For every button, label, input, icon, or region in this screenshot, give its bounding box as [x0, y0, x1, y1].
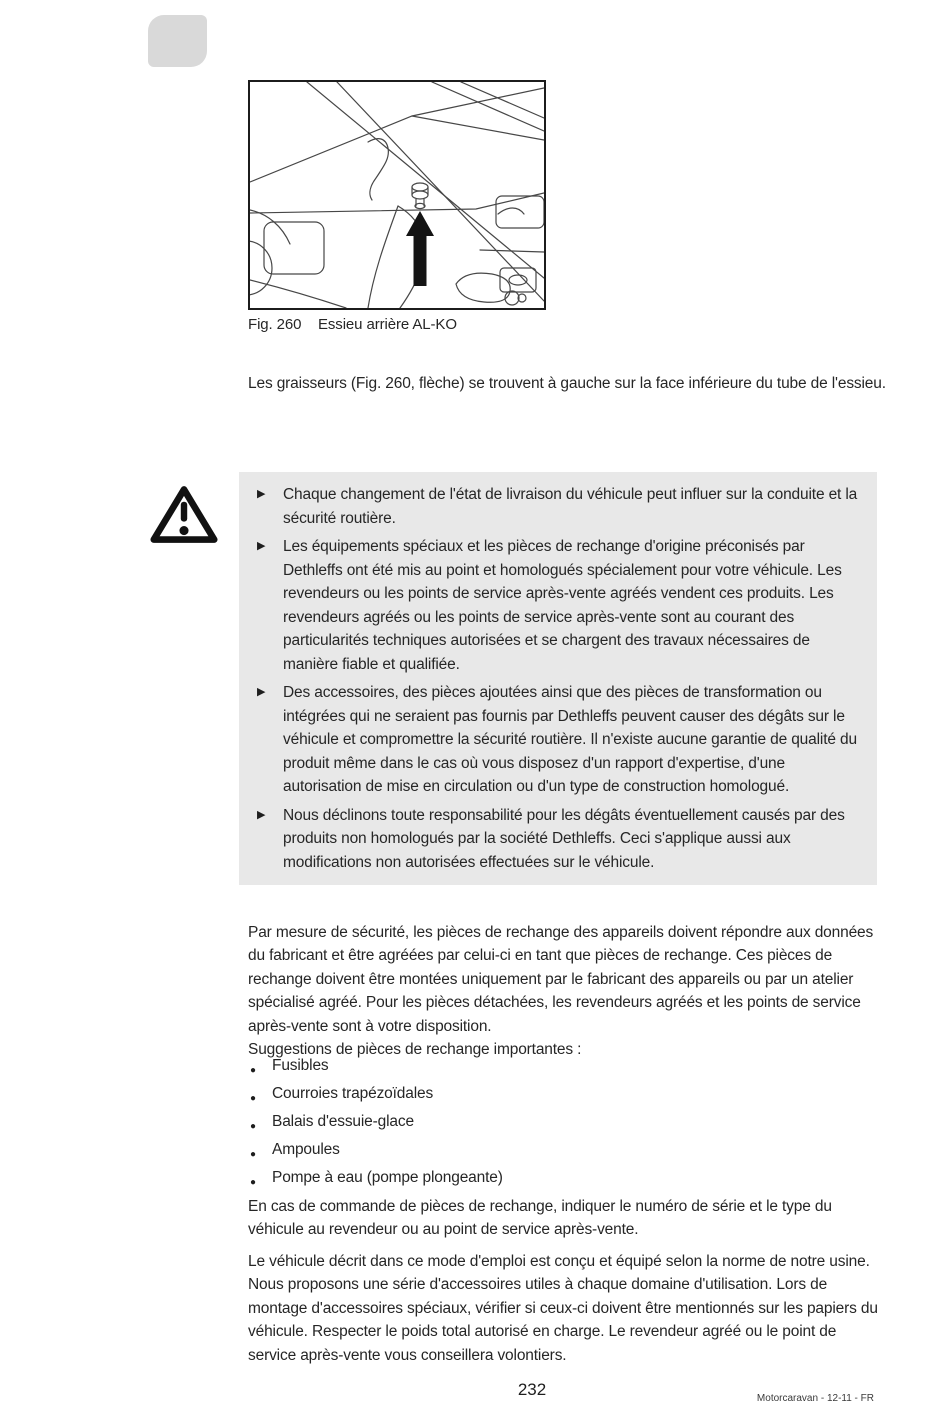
list-item [250, 1082, 880, 1110]
axle-figure-svg [250, 82, 544, 308]
list-item-text: Balais d'essuie-glace [272, 1113, 414, 1130]
list-item-text: Courroies trapézoïdales [272, 1085, 434, 1102]
page-number: 232 [517, 1380, 547, 1399]
dot-bullet-icon: ● [250, 1149, 257, 1160]
paragraph-ordering: En cas de commande de pièces de rechange, indiquer le numéro de série et le type du véhicule au revendeur ou au point de service après-vente. [248, 1197, 832, 1238]
list-item-text: Pompe à eau (pompe plongeante) [272, 1169, 503, 1186]
triangle-bullet-icon: ▶ [257, 488, 266, 500]
footer-edition-label: Motorcaravan - 12-11 - FR [756, 1393, 874, 1404]
list-item [250, 1054, 880, 1082]
warning-item-text: Chaque changement de l'état de livraison du véhicule peut influer sur la conduite et la sécurité routière. [283, 486, 858, 527]
triangle-bullet-icon: ▶ [257, 808, 266, 821]
warning-item-text: Les équipements spéciaux et les pièces de rechange d'origine préconisés par Dethleffs ont été mis au point et homologués spécialement pour votre véhicule. Les revendeurs ou les points de service après-vente agréés vendent ces produits. Les revendeurs agréés ou les points de service après-vente sont au courant des particularités techniques autorisées et se chargent des travaux nécessaires de manière fiable et qualifiée. [283, 538, 842, 673]
warning-item-text: Des accessoires, des pièces ajoutées ainsi que des pièces de transformation ou intégrées qui ne seraient pas fournis par Dethleffs peuvent causer des dégâts sur le véhicule et compromettre la sécurité routière. Il n'existe aucune garantie de qualité du produit même dans le cas où vous disposez d'un rapport d'expertise, d'une autorisation de mise en circulation ou d'un type de construction homologué. [283, 684, 857, 795]
list-item-text: Fusibles [272, 1057, 329, 1074]
suggestions-heading: Suggestions de pièces de rechange importantes : [248, 1040, 582, 1058]
spare-parts-list [250, 1054, 880, 1194]
dot-bullet-icon: ● [250, 1177, 257, 1188]
list-item-text: Ampoules [272, 1141, 340, 1158]
paragraph-greasers: Les graisseurs (Fig. 260, flèche) se trouvent à gauche sur la face inférieure du tube de l'essieu. [248, 374, 886, 392]
figure-caption-label: Fig. 260 [248, 316, 302, 333]
warning-item-text: Nous déclinons toute responsabilité pour les dégâts éventuellement causés par des produits non homologués par la société Dethleffs. Ceci s'applique aussi aux modifications non autorisées effectuées sur le véhicule. [283, 806, 845, 871]
dot-bullet-icon: ● [250, 1065, 257, 1076]
dot-bullet-icon: ● [250, 1121, 257, 1132]
warning-item [257, 681, 861, 799]
figure-axle-drawing [248, 80, 546, 310]
warning-item [257, 483, 861, 530]
figure-arrow [406, 211, 434, 286]
dot-bullet-icon: ● [250, 1093, 257, 1104]
triangle-bullet-icon: ▶ [257, 540, 266, 552]
list-item [250, 1138, 880, 1166]
figure-caption-title: Essieu arrière AL-KO [318, 316, 457, 333]
list-item [250, 1166, 880, 1194]
warning-triangle-icon [150, 483, 218, 547]
triangle-bullet-icon: ▶ [257, 686, 266, 698]
figure-caption [248, 316, 457, 333]
list-item [250, 1110, 880, 1138]
warning-box [239, 472, 877, 885]
warning-item [257, 535, 861, 676]
warning-item [257, 804, 861, 875]
page-corner-tab [148, 15, 207, 67]
paragraph-safety: Par mesure de sécurité, les pièces de rechange des appareils doivent répondre aux données du fabricant et être agréées par celui-ci en tant que pièces de rechange. Ces pièces de rechange doivent être montées uniquement par le fabricant des appareils ou par un atelier spécialisé agréé. Pour les pièces détachées, les revendeurs agréés et les points de service après-vente sont à votre disposition. [248, 923, 874, 1035]
paragraph-vehicle: Le véhicule décrit dans ce mode d'emploi est conçu et équipé selon la norme de notre usine. Nous proposons une série d'accessoires utiles à chaque domaine d'utilisation. Lors de montage d'accessoires spéciaux, vérifier si ceux-ci doivent être mentionnés sur les papiers du véhicule. Respecter le poids total autorisé en charge. Le revendeur agréé ou le point de service après-vente vous conseillera volontiers. [248, 1252, 878, 1364]
